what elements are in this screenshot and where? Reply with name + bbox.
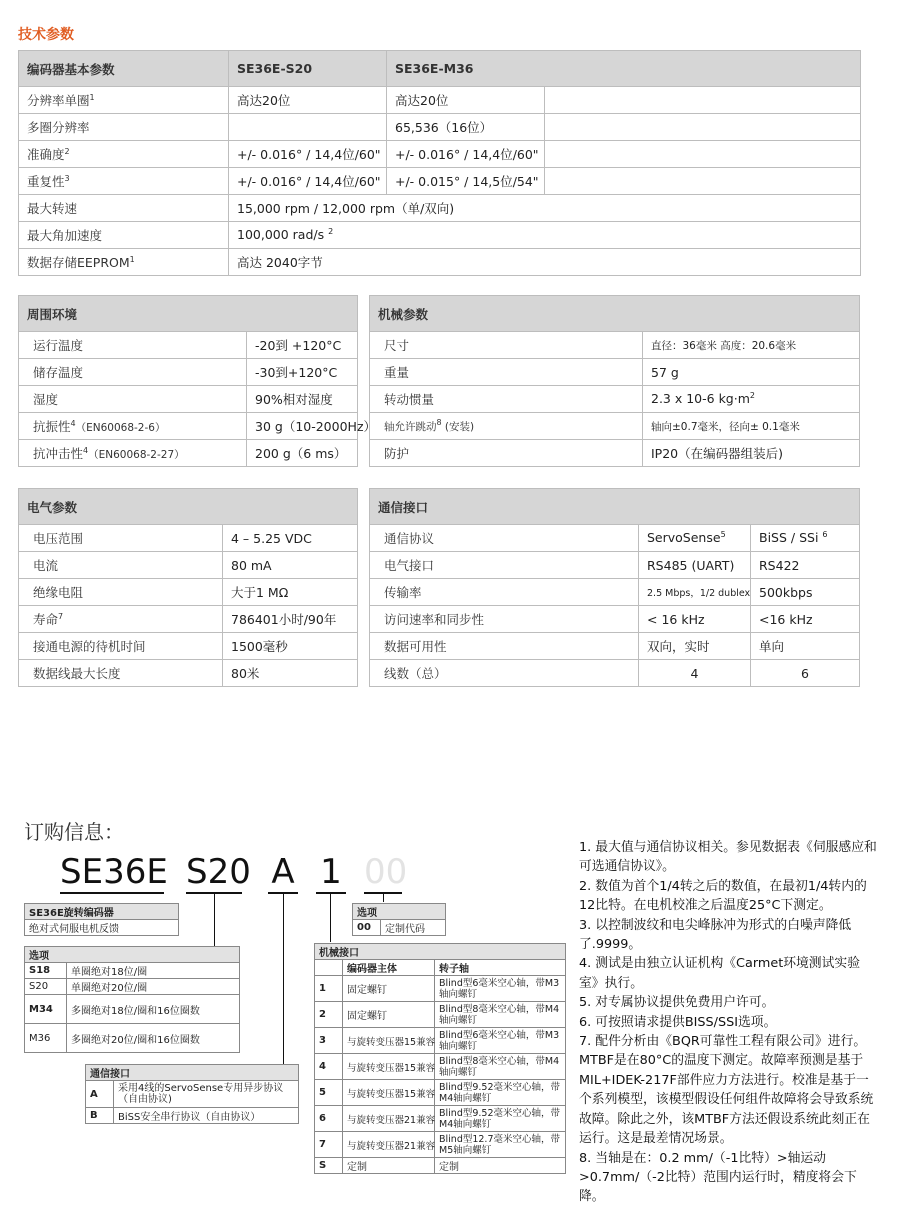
table-row [19, 359, 358, 386]
option-code: M34 [25, 995, 67, 1024]
mech-shaft: Blind型12.7毫米空心轴，带M5轴向螺钉 [435, 1132, 566, 1158]
table-row [315, 1028, 566, 1054]
mech-body: 固定螺钉 [343, 1002, 435, 1028]
footnote: 1. 最大值与通信协议相关。参见数据表《伺服感应和可选通信协议》。 [579, 840, 877, 875]
row-label: 湿度 [19, 386, 247, 413]
option-code: B [86, 1108, 114, 1124]
cell: BiSS / SSi $^6$ [751, 525, 860, 552]
mech-shaft: Blind型6毫米空心轴，带M3轴向螺钉 [435, 1028, 566, 1054]
cell: 100,000 rad/s $^2$ [229, 222, 861, 249]
row-label: 多圈分辨率 [19, 114, 229, 141]
table-row [370, 359, 860, 386]
mech-code: 4 [315, 1054, 343, 1080]
footnote: 2. 数值为首个1/4转之后的数值，在最初1/4转内的12比特。在电机校准之后温度25°C下测定。 [579, 878, 867, 914]
option-code: A [86, 1081, 114, 1108]
mech-code: 5 [315, 1080, 343, 1106]
cell: 双向，实时 [639, 633, 751, 660]
row-label: 接通电源的待机时间 [19, 633, 223, 660]
table-row [315, 1054, 566, 1080]
table-row [19, 413, 358, 440]
table-row [370, 413, 860, 440]
table-row [19, 386, 358, 413]
code-option: S20 [186, 852, 251, 892]
cell: 786401小时/90年 [223, 606, 358, 633]
row-label: 线数（总） [370, 660, 639, 687]
mech-shaft: Blind型9.52毫米空心轴，带M4轴向螺钉 [435, 1106, 566, 1132]
header-cell: SE36E-S20 [229, 51, 387, 87]
cell: 4 – 5.25 VDC [223, 525, 358, 552]
option-desc: BiSS安全串行协议（自由协议） [114, 1108, 299, 1124]
cell: ServoSense$^5$ [639, 525, 751, 552]
table-row [19, 579, 358, 606]
mechanical-table [369, 295, 860, 467]
cell: 高达20位 [229, 87, 387, 114]
row-label: 重量 [370, 359, 643, 386]
row-label: 最大角加速度 [19, 222, 229, 249]
cell: < 16 kHz [639, 606, 751, 633]
model-box-title: SE36E旋转编码器 [25, 904, 179, 920]
cell: RS422 [751, 552, 860, 579]
cell: 6 [751, 660, 860, 687]
cell: +/- 0.016° / 14,4位/60" [229, 168, 387, 195]
mech-shaft: Blind型8毫米空心轴，带M4轴向螺钉 [435, 1002, 566, 1028]
row-label: 数据可用性 [370, 633, 639, 660]
mech-shaft: Blind型6毫米空心轴，带M3轴向螺钉 [435, 976, 566, 1002]
table-row [19, 168, 861, 195]
table-row [315, 1132, 566, 1158]
mech-shaft: Blind型9.52毫米空心轴，带M4轴向螺钉 [435, 1080, 566, 1106]
header-cell: 周围环境 [19, 296, 358, 332]
cell: IP20（在编码器组装后) [643, 440, 860, 467]
table-row [19, 141, 861, 168]
table-row [315, 976, 566, 1002]
row-label: 数据线最大长度 [19, 660, 223, 687]
connector-line [383, 892, 384, 902]
list-item [25, 995, 240, 1024]
cell: 4 [639, 660, 751, 687]
row-label: 电流 [19, 552, 223, 579]
option-code: S18 [25, 963, 67, 979]
table-row [19, 114, 861, 141]
option-code: 00 [353, 920, 381, 936]
mech-code: 6 [315, 1106, 343, 1132]
cell: 65,536（16位） [387, 114, 545, 141]
row-label: 储存温度 [19, 359, 247, 386]
option-desc: 单圈绝对18位/圈 [67, 963, 240, 979]
column-header: 编码器主体 [343, 960, 435, 976]
encoder-header-row [19, 51, 861, 87]
table-row [370, 525, 860, 552]
mech-body: 与旋转变压器21兼容 [343, 1132, 435, 1158]
list-item [25, 979, 240, 995]
cell [229, 114, 387, 141]
header-cell: 编码器基本参数 [19, 51, 229, 87]
footnote: 7. 配件分析由《BQR可靠性工程有限公司》进行。MTBF是在80°C的温度下测定。故障率预测是基于MIL+IDEK-217F部件应力方法进行。校准是基于一个系列模型，该模型假设任何组件故障将会导致系统故障。除此之外，该MTBF方法还假设系统此刻正在运行。这是最差情况场景。 [579, 1034, 874, 1147]
option-desc: 多圈绝对20位/圈和16位圈数 [67, 1024, 240, 1053]
row-label: 运行温度 [19, 332, 247, 359]
mech-code: 2 [315, 1002, 343, 1028]
header-cell: 电气参数 [19, 489, 358, 525]
table-row [370, 606, 860, 633]
model-box [24, 903, 179, 936]
cell: 直径：36毫米 高度：20.6毫米 [643, 332, 860, 359]
connector-line [283, 892, 284, 1064]
header-cell: SE36E-M36 [387, 51, 861, 87]
row-label: 电气接口 [370, 552, 639, 579]
encoder-params-table [18, 50, 861, 276]
mech-code: 7 [315, 1132, 343, 1158]
box-header: 选项 [353, 904, 446, 920]
cell: 15,000 rpm / 12,000 rpm（单/双向) [229, 195, 861, 222]
mech-body: 固定螺钉 [343, 976, 435, 1002]
cell: +/- 0.016° / 14,4位/60" [387, 141, 545, 168]
list-item [86, 1108, 299, 1124]
cell: 高达 2040字节 [229, 249, 861, 276]
row-label: 最大转速 [19, 195, 229, 222]
cell: 轴向±0.7毫米，径向± 0.1毫米 [643, 413, 860, 440]
mech-interface-box [314, 943, 566, 1174]
footnote: 3. 以控制波纹和电尖峰脉冲为形式的白噪声降低了.9999。 [579, 917, 852, 953]
table-row [19, 660, 358, 687]
code-model: SE36E [60, 852, 168, 892]
box-header: 通信接口 [86, 1065, 299, 1081]
mech-code: 3 [315, 1028, 343, 1054]
option-desc: 定制代码 [381, 920, 446, 936]
table-row [315, 1002, 566, 1028]
table-row [19, 195, 861, 222]
connector-line [330, 892, 331, 942]
header-cell: 机械参数 [370, 296, 860, 332]
code-comm: A [268, 852, 298, 894]
list-item [25, 1024, 240, 1053]
row-label: 防护 [370, 440, 643, 467]
list-item [25, 963, 240, 979]
cell: +/- 0.016° / 14,4位/60" [229, 141, 387, 168]
table-row [315, 1080, 566, 1106]
code-mech: 1 [316, 852, 346, 894]
cell: 2.3 x 10-6 $kg\cdot m^2$ [643, 386, 860, 413]
options-box [24, 946, 240, 1053]
mech-shaft: Blind型8毫米空心轴，带M4轴向螺钉 [435, 1054, 566, 1080]
cell: 200 g（6 ms） [247, 440, 358, 467]
mech-body: 定制 [343, 1158, 435, 1174]
mech-body: 与旋转变压器15兼容 [343, 1028, 435, 1054]
code-custom: 00 [364, 852, 408, 892]
comm-interface-box [85, 1064, 299, 1124]
cell: 1500毫秒 [223, 633, 358, 660]
cell: 57 g [643, 359, 860, 386]
cell: -30到+120°C [247, 359, 358, 386]
page-title: 技术参数 [18, 27, 74, 43]
row-label: 分辨率单圈$^1$ [19, 87, 229, 114]
list-item [86, 1081, 299, 1108]
cell: 2.5 Mbps，1/2 dublex [639, 579, 751, 606]
table-row [370, 552, 860, 579]
row-label: 尺寸 [370, 332, 643, 359]
mech-code: 1 [315, 976, 343, 1002]
list-item [353, 920, 446, 936]
table-row [315, 1106, 566, 1132]
table-row [19, 249, 861, 276]
box-header: 选项 [25, 947, 240, 963]
column-header: 转子轴 [435, 960, 566, 976]
cell: 80 mA [223, 552, 358, 579]
footnote: 4. 测试是由独立认证机构《Carmet环境测试实验室》执行。 [579, 956, 860, 991]
table-row [370, 633, 860, 660]
row-label: 绝缘电阻 [19, 579, 223, 606]
cell: 大于1 MΩ [223, 579, 358, 606]
footnote: 6. 可按照请求提供BISS/SSI选项。 [579, 1014, 777, 1030]
cell: 单向 [751, 633, 860, 660]
table-row [19, 440, 358, 467]
table-row [370, 332, 860, 359]
table-row [370, 386, 860, 413]
row-label: 访问速率和同步性 [370, 606, 639, 633]
row-label: 寿命$^7$ [19, 606, 223, 633]
cell: +/- 0.015° / 14,5位/54" [387, 168, 545, 195]
table-row [370, 579, 860, 606]
table-row [370, 440, 860, 467]
table-row [19, 332, 358, 359]
cell: RS485 (UART) [639, 552, 751, 579]
row-label: 传输率 [370, 579, 639, 606]
mech-code: S [315, 1158, 343, 1174]
row-label: 准确度$^2$ [19, 141, 229, 168]
cell: <16 kHz [751, 606, 860, 633]
option-desc: 采用4线的ServoSense专用异步协议（自由协议) [114, 1081, 299, 1108]
table-row [315, 1158, 566, 1174]
mech-body: 与旋转变压器15兼容 [343, 1054, 435, 1080]
cell: 高达20位 [387, 87, 545, 114]
mech-shaft: 定制 [435, 1158, 566, 1174]
footnote: 5. 对专属协议提供免费用户许可。 [579, 995, 775, 1011]
row-label: 抗冲击性$^4$（EN60068-2-27） [19, 440, 247, 467]
column-header [315, 960, 343, 976]
option-desc: 单圈绝对20位/圈 [67, 979, 240, 995]
environment-table [18, 295, 377, 467]
table-row [19, 525, 358, 552]
ordering-title: 订购信息： [24, 820, 124, 844]
connector-line [214, 892, 215, 946]
row-label: 数据存储EEPROM$^1$ [19, 249, 229, 276]
table-row [19, 222, 861, 249]
table-row [19, 606, 358, 633]
row-label: 抗振性$^4$（EN60068-2-6） [19, 413, 247, 440]
box-header: 机械接口 [315, 944, 566, 960]
option-code: M36 [25, 1024, 67, 1053]
model-box-subtitle: 绝对式伺服电机反馈 [25, 920, 179, 936]
mech-body: 与旋转变压器21兼容 [343, 1106, 435, 1132]
table-row [19, 633, 358, 660]
option-desc: 多圈绝对18位/圈和16位圈数 [67, 995, 240, 1024]
row-label: 重复性$^3$ [19, 168, 229, 195]
mech-body: 与旋转变压器15兼容 [343, 1080, 435, 1106]
table-row [370, 660, 860, 687]
custom-code-box [352, 903, 446, 936]
row-label: 通信协议 [370, 525, 639, 552]
electrical-table [18, 488, 358, 687]
cell: -20到 +120°C [247, 332, 358, 359]
option-code: S20 [25, 979, 67, 995]
footnotes [579, 838, 879, 1207]
cell: 90%相对湿度 [247, 386, 358, 413]
row-label: 电压范围 [19, 525, 223, 552]
cell: 80米 [223, 660, 358, 687]
table-row [19, 87, 861, 114]
header-cell: 通信接口 [370, 489, 860, 525]
comms-table [369, 488, 860, 687]
row-label: 轴允许跳动$^8$ (安装) [370, 413, 643, 440]
cell: 30 g（10-2000Hz） [247, 413, 358, 440]
table-row [19, 552, 358, 579]
footnote: 8. 当轴是在：0.2 mm/（-1比特）>轴运动>0.7mm/（-2比特）范围内运行时，精度将会下降。 [579, 1150, 857, 1205]
cell: 500kbps [751, 579, 860, 606]
row-label: 转动惯量 [370, 386, 643, 413]
